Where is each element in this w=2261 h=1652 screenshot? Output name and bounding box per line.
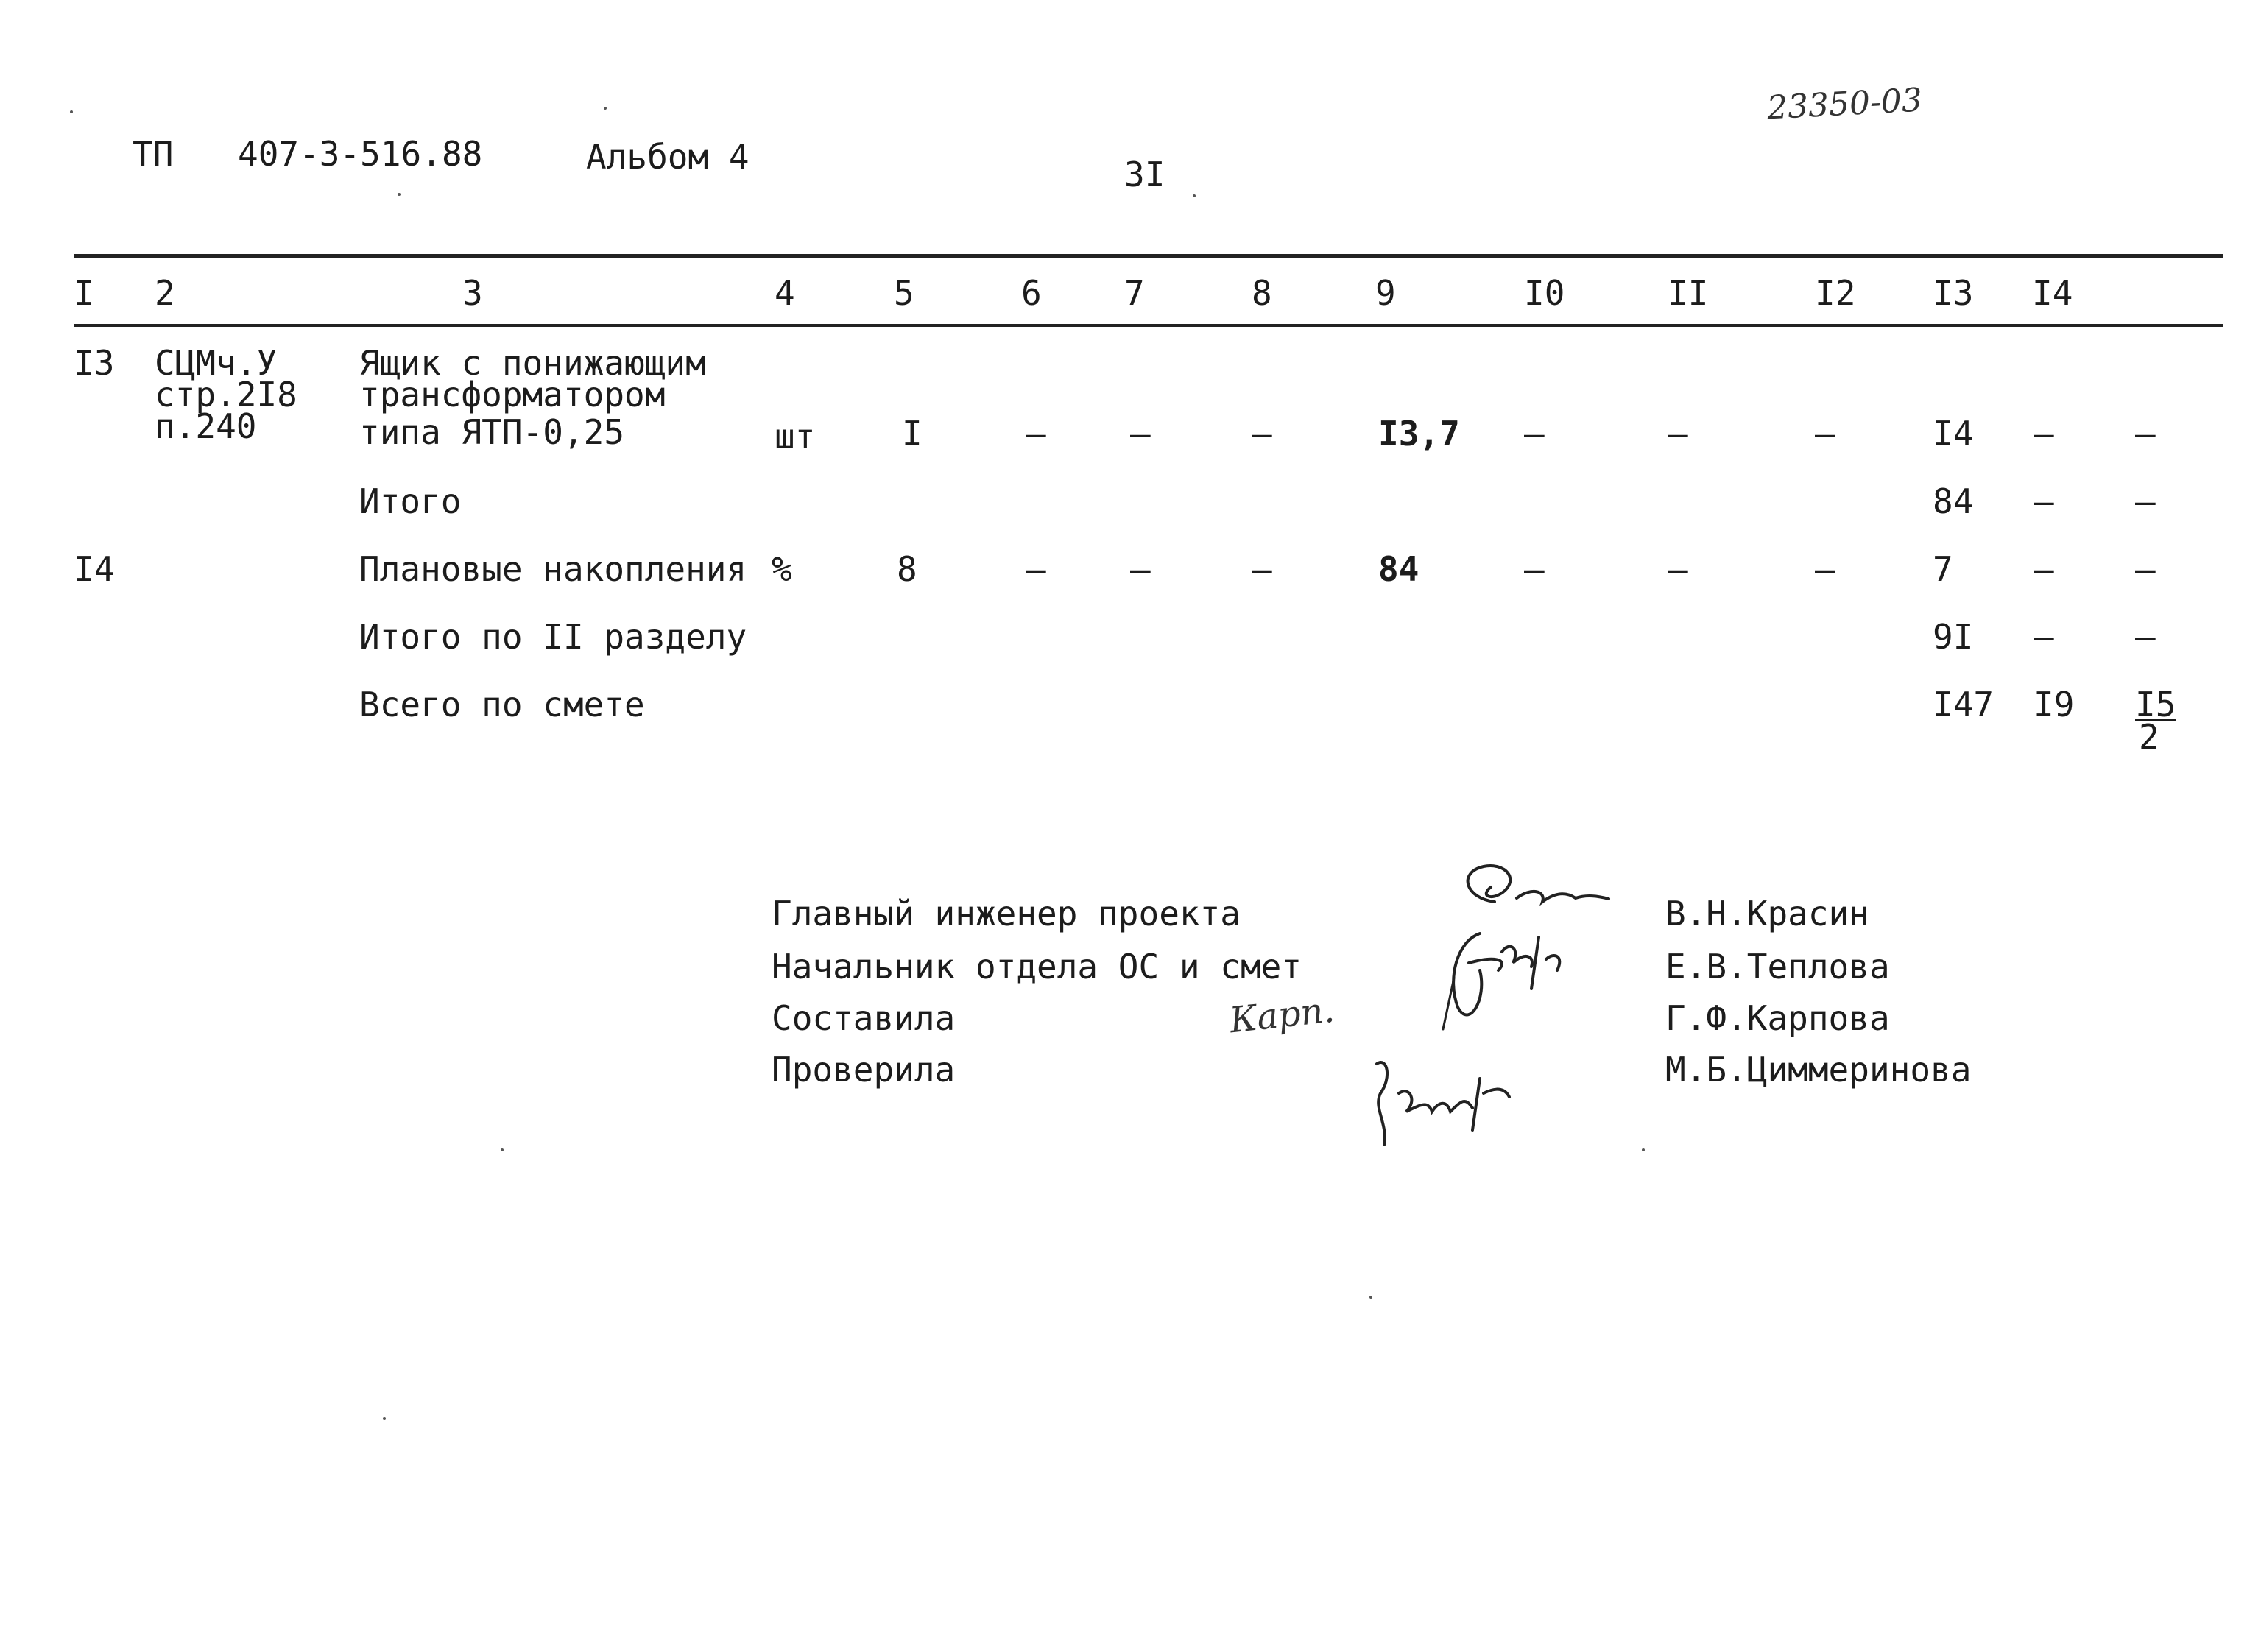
column-header: I2 [1815,273,1856,313]
item-name-line: Плановые накопления [359,549,747,589]
value-cell: 84 [1378,549,1419,589]
item-name-line: Итого по II разделу [359,617,747,657]
dash-cell: – [1252,414,1272,453]
column-header: 2 [155,273,175,313]
dash-cell: – [1130,549,1151,589]
dash-cell: – [1668,414,1688,453]
item-name-line: трансформатором [359,375,666,414]
value-cell: I3,7 [1378,414,1460,453]
row-number: I4 [74,549,115,589]
scan-speck [70,110,73,113]
dash-cell: – [1815,414,1835,453]
scan-speck [604,107,607,110]
item-name-line: Ящик с понижающим [359,343,706,383]
album-label: Альбом 4 [586,137,749,177]
signature-role: Начальник отдела ОС и смет [772,947,1302,986]
column-header: I [74,273,94,313]
column-header: 4 [775,273,795,313]
column-header: 3 [462,273,483,313]
dash-cell: – [2034,617,2054,657]
scan-speck [1193,194,1196,197]
total-cell: 84 [1933,481,1974,521]
row-number: I3 [74,343,115,383]
doc-code-prefix: ТП [133,134,174,174]
signature-role: Главный инженер проекта [772,894,1241,933]
dash-cell: – [1026,549,1046,589]
page-number: 3I [1124,155,1165,194]
dash-cell: – [2034,414,2054,453]
dash-cell: – [1252,549,1272,589]
item-name-line: Всего по смете [359,685,645,724]
reference-line: стр.2I8 [155,375,297,414]
dash-cell: – [2135,414,2156,453]
column-header: I3 [1933,273,1974,313]
unit-cell: % [772,549,792,589]
column-header: II [1668,273,1709,313]
column-header: 7 [1124,273,1145,313]
quantity-cell: 8 [897,549,917,589]
column-header: 8 [1252,273,1272,313]
archive-number: 23350-03 [1766,81,1923,127]
dash-cell: – [1815,549,1835,589]
scan-speck [1642,1148,1645,1151]
signature-name: Е.В.Теплова [1665,947,1890,986]
total-cell: I4 [1933,414,1974,453]
column-header: I0 [1524,273,1565,313]
scan-speck [501,1148,504,1151]
scan-speck [1369,1296,1372,1299]
dash-cell: – [1524,414,1545,453]
reference-line: п.240 [155,406,257,446]
scan-speck [383,1417,386,1420]
column-header: 9 [1375,273,1396,313]
signature-name: Г.Ф.Карпова [1665,998,1890,1038]
signature-name: М.Б.Циммеринова [1665,1050,1972,1090]
dash-cell: – [2034,549,2054,589]
reference-line: СЦМч.У [155,343,278,383]
dash-cell: – [1026,414,1046,453]
dash-cell: – [2034,481,2054,521]
total-cell: 7 [1933,549,1953,589]
grand-total-subscript: 2 [2139,717,2159,757]
doc-code: 407-3-516.88 [238,134,483,174]
signature-teplova [1428,919,1576,1044]
unit-cell: шт [775,417,816,456]
column-header: 6 [1021,273,1042,313]
column-header: I4 [2032,273,2073,313]
quantity-cell: I [902,414,923,453]
table-header-rule [74,324,2223,327]
signature-name: В.Н.Красин [1665,894,1869,933]
handwritten-initials: Карп. [1227,989,1337,1042]
column-header: 5 [894,273,914,313]
signature-role: Составила [772,998,956,1038]
item-name-line: типа ЯТП-0,25 [359,412,625,452]
dash-cell: – [2135,617,2156,657]
grand-total-cell: I47 [1933,685,1994,724]
grand-total-cell: I9 [2034,685,2075,724]
dash-cell: – [2135,481,2156,521]
dash-cell: – [2135,549,2156,589]
dash-cell: – [1524,549,1545,589]
dash-cell: – [1668,549,1688,589]
table-top-rule [74,254,2223,258]
item-name-line: Итого [359,481,462,521]
scan-speck [398,193,401,196]
total-cell: 9I [1933,617,1974,657]
grand-total-cell: I5 [2135,685,2176,724]
signature-role: Проверила [772,1050,956,1090]
signature-tsimmerinova [1355,1042,1531,1159]
dash-cell: – [1130,414,1151,453]
